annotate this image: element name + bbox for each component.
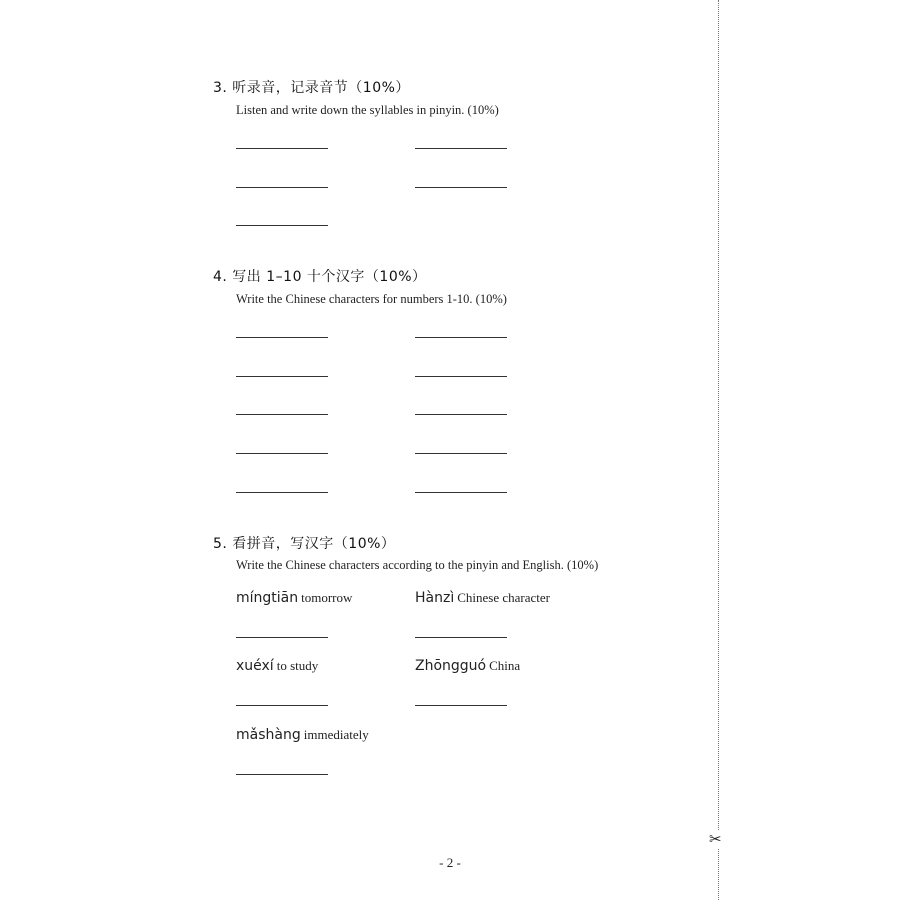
q5-item-pinyin: xuéxí — [236, 658, 274, 674]
q4-answer-blank-7[interactable] — [236, 453, 328, 454]
q5-item-2 — [415, 587, 550, 606]
page-number: - 2 - — [439, 855, 461, 870]
q3-answer-blank-2[interactable] — [415, 148, 507, 149]
q4-answer-blank-3[interactable] — [236, 376, 328, 377]
q5-item-english: immediately — [303, 727, 369, 742]
q5-item-pinyin: mǎshàng — [236, 727, 301, 743]
q4-subtitle: Write the Chinese characters for numbers 1-10. (10%) — [236, 292, 507, 306]
q5-item-english: tomorrow — [301, 590, 353, 605]
q5-title: 5. 看拼音，写汉字（10%） — [213, 536, 396, 552]
q4-answer-blank-2[interactable] — [415, 337, 507, 338]
q5-item-english: China — [489, 658, 521, 673]
q5-answer-blank-4[interactable] — [415, 705, 507, 706]
q3-title: 3. 听录音，记录音节（10%） — [213, 80, 410, 96]
q4-answer-blank-9[interactable] — [236, 492, 328, 493]
q3-subtitle: Listen and write down the syllables in pinyin. (10%) — [236, 103, 499, 117]
q5-item-pinyin: míngtiān — [236, 590, 299, 606]
q5-answer-blank-3[interactable] — [236, 705, 328, 706]
q5-item-pinyin: Zhōngguó — [415, 658, 487, 674]
q5-item-1 — [236, 587, 352, 606]
q3-answer-blank-3[interactable] — [236, 187, 328, 188]
q4-answer-blank-1[interactable] — [236, 337, 328, 338]
q4-title: 4. 写出 1–10 十个汉字（10%） — [213, 269, 427, 285]
q4-answer-blank-4[interactable] — [415, 376, 507, 377]
scissors-icon: ✂ — [709, 830, 722, 848]
q5-item-english: Chinese character — [457, 590, 550, 605]
q5-subtitle: Write the Chinese characters according to the pinyin and English. (10%) — [236, 558, 599, 572]
q5-answer-blank-5[interactable] — [236, 774, 328, 775]
q4-answer-blank-10[interactable] — [415, 492, 507, 493]
cut-line — [718, 0, 719, 900]
q5-item-3 — [236, 655, 318, 674]
q5-answer-blank-2[interactable] — [415, 637, 507, 638]
q4-answer-blank-6[interactable] — [415, 414, 507, 415]
q5-answer-blank-1[interactable] — [236, 637, 328, 638]
q5-item-4 — [415, 655, 520, 674]
q3-answer-blank-4[interactable] — [415, 187, 507, 188]
q3-answer-blank-1[interactable] — [236, 148, 328, 149]
q5-item-english: to study — [276, 658, 319, 673]
q4-answer-blank-8[interactable] — [415, 453, 507, 454]
q3-answer-blank-5[interactable] — [236, 225, 328, 226]
q5-item-5 — [236, 724, 369, 743]
q4-answer-blank-5[interactable] — [236, 414, 328, 415]
q5-item-pinyin: Hànzì — [415, 590, 455, 606]
